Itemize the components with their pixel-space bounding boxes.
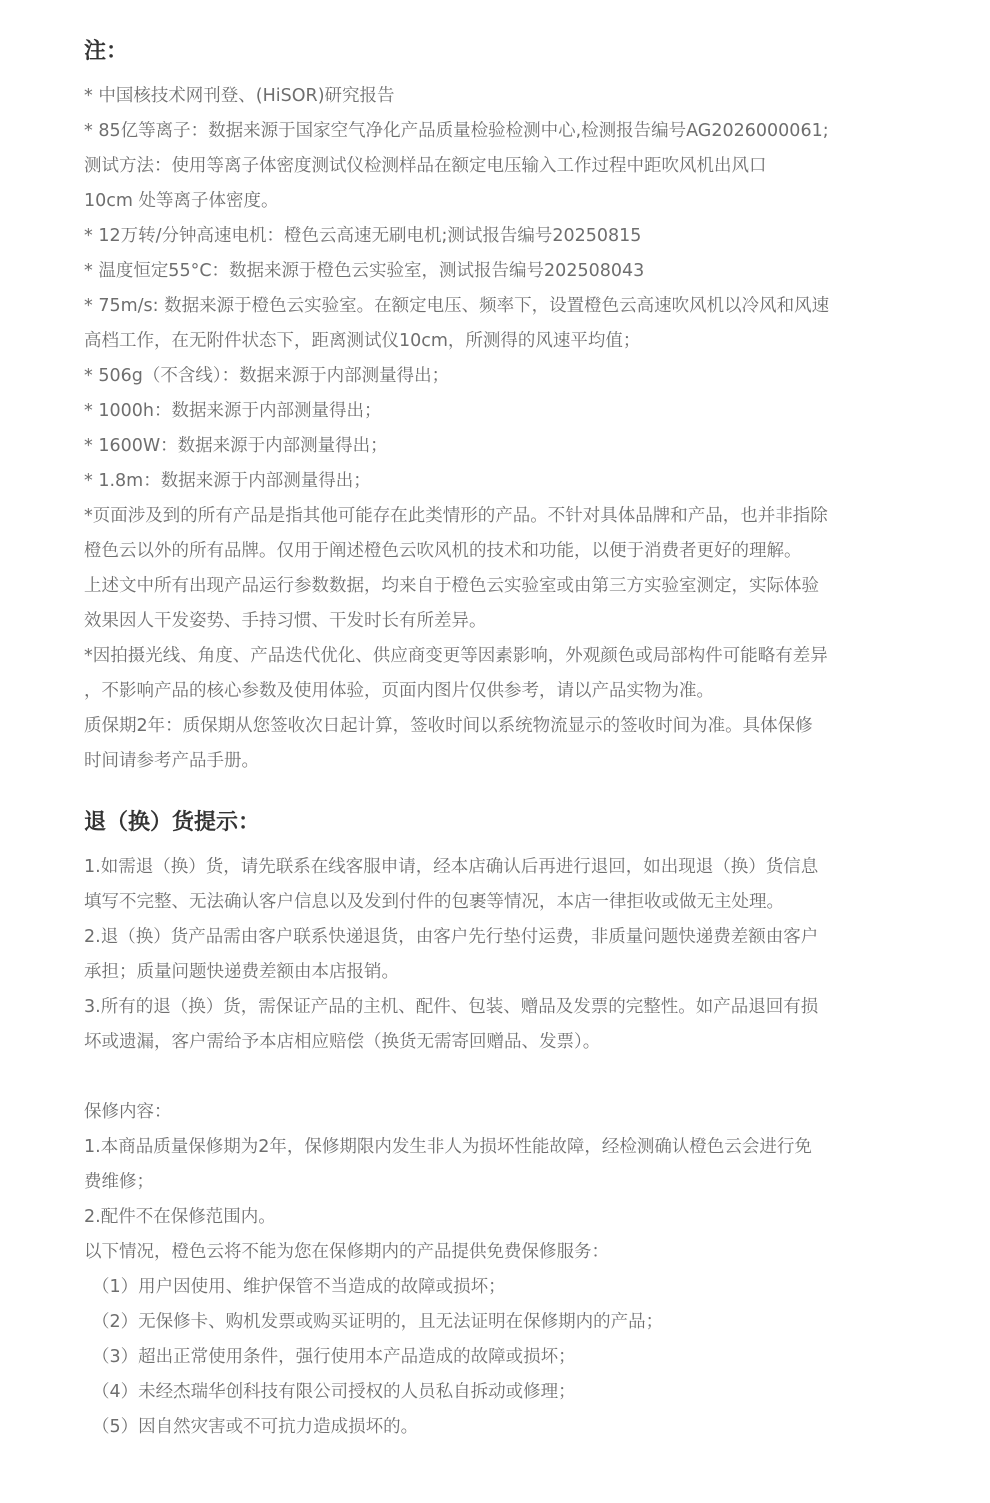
notes-line: 时间请参考产品手册。: [84, 751, 259, 771]
returns-line: 坏或遗漏，客户需给予本店相应赔偿（换货无需寄回赠品、发票）。: [84, 1032, 601, 1052]
notes-line: * 12万转/分钟高速电机：橙色云高速无刷电机;测试报告编号20250815: [84, 226, 642, 246]
notes-line: * 1000h：数据来源于内部测量得出；: [84, 401, 382, 421]
notes-line: 高档工作，在无附件状态下，距离测试仪10cm，所测得的风速平均值；: [84, 331, 641, 351]
notes-line: 测试方法：使用等离子体密度测试仪检测样品在额定电压输入工作过程中距吹风机出风口: [84, 156, 767, 176]
returns-line: 2.退（换）货产品需由客户联系快递退货，由客户先行垫付运费，非质量问题快递费差额由客户: [84, 927, 819, 947]
notes-line: *因拍摄光线、角度、产品迭代优化、供应商变更等因素影响，外观颜色或局部构件可能略有差异: [84, 646, 828, 666]
warranty-heading: 保修内容：: [84, 1102, 172, 1122]
warranty-exclusion: （5）因自然灾害或不可抗力造成损坏的。: [92, 1417, 419, 1437]
notes-line: 上述文中所有出现产品运行参数数据，均来自于橙色云实验室或由第三方实验室测定，实际体验: [84, 576, 819, 596]
returns-heading: 退（换）货提示：: [84, 810, 261, 835]
notes-line: 质保期2年：质保期从您签收次日起计算，签收时间以系统物流显示的签收时间为准。具体保修: [84, 716, 813, 736]
warranty-exclusion: （1）用户因使用、维护保管不当造成的故障或损坏；: [92, 1277, 506, 1297]
warranty-exclusion: （2）无保修卡、购机发票或购买证明的，且无法证明在保修期内的产品；: [92, 1312, 664, 1332]
notes-line: * 85亿等离子：数据来源于国家空气净化产品质量检验检测中心,检测报告编号AG2026000061;: [84, 121, 829, 141]
warranty-exclusion: （3）超出正常使用条件，强行使用本产品造成的故障或损坏；: [92, 1347, 576, 1367]
notes-line: 效果因人干发姿势、手持习惯、干发时长有所差异。: [84, 611, 487, 631]
notes-line: 10cm 处等离子体密度。: [84, 191, 279, 211]
warranty-line: 2.配件不在保修范围内。: [84, 1207, 276, 1227]
warranty-line: 1.本商品质量保修期为2年，保修期限内发生非人为损坏性能故障，经检测确认橙色云会进行免: [84, 1137, 812, 1157]
returns-line: 1.如需退（换）货，请先联系在线客服申请，经本店确认后再进行退回，如出现退（换）货信息: [84, 857, 819, 877]
returns-line: 3.所有的退（换）货，需保证产品的主机、配件、包装、赠品及发票的完整性。如产品退回有损: [84, 997, 819, 1017]
returns-line: 承担；质量问题快递费差额由本店报销。: [84, 962, 399, 982]
notes-list: [84, 79, 829, 779]
returns-list: [84, 850, 818, 1060]
warranty-line: 费维修；: [84, 1172, 154, 1192]
notes-line: * 1600W：数据来源于内部测量得出；: [84, 436, 388, 456]
returns-line: 填写不完整、无法确认客户信息以及发到付件的包裹等情况，本店一律拒收或做无主处理。: [84, 892, 784, 912]
warranty-exclusion: （4）未经杰瑞华创科技有限公司授权的人员私自拆动或修理；: [92, 1382, 576, 1402]
notes-line: * 506g（不含线）：数据来源于内部测量得出；: [84, 366, 450, 386]
notes-line: * 温度恒定55°C：数据来源于橙色云实验室，测试报告编号202508043: [84, 261, 645, 281]
notes-line: 橙色云以外的所有品牌。仅用于阐述橙色云吹风机的技术和功能，以便于消费者更好的理解。: [84, 541, 802, 561]
warranty-list: [84, 1095, 812, 1445]
notes-line: * 中国核技术网刊登、(HiSOR)研究报告: [84, 86, 395, 106]
notes-heading: 注：: [84, 39, 129, 64]
notes-line: * 1.8m：数据来源于内部测量得出；: [84, 471, 371, 491]
warranty-line: 以下情况，橙色云将不能为您在保修期内的产品提供免费保修服务：: [84, 1242, 609, 1262]
notes-line: * 75m/s: 数据来源于橙色云实验室。在额定电压、频率下，设置橙色云高速吹风机以冷风和风速: [84, 296, 830, 316]
notes-line: *页面涉及到的所有产品是指其他可能存在此类情形的产品。不针对具体品牌和产品，也并非指除: [84, 506, 828, 526]
notes-line: ，不影响产品的核心参数及使用体验，页面内图片仅供参考，请以产品实物为准。: [84, 681, 714, 701]
